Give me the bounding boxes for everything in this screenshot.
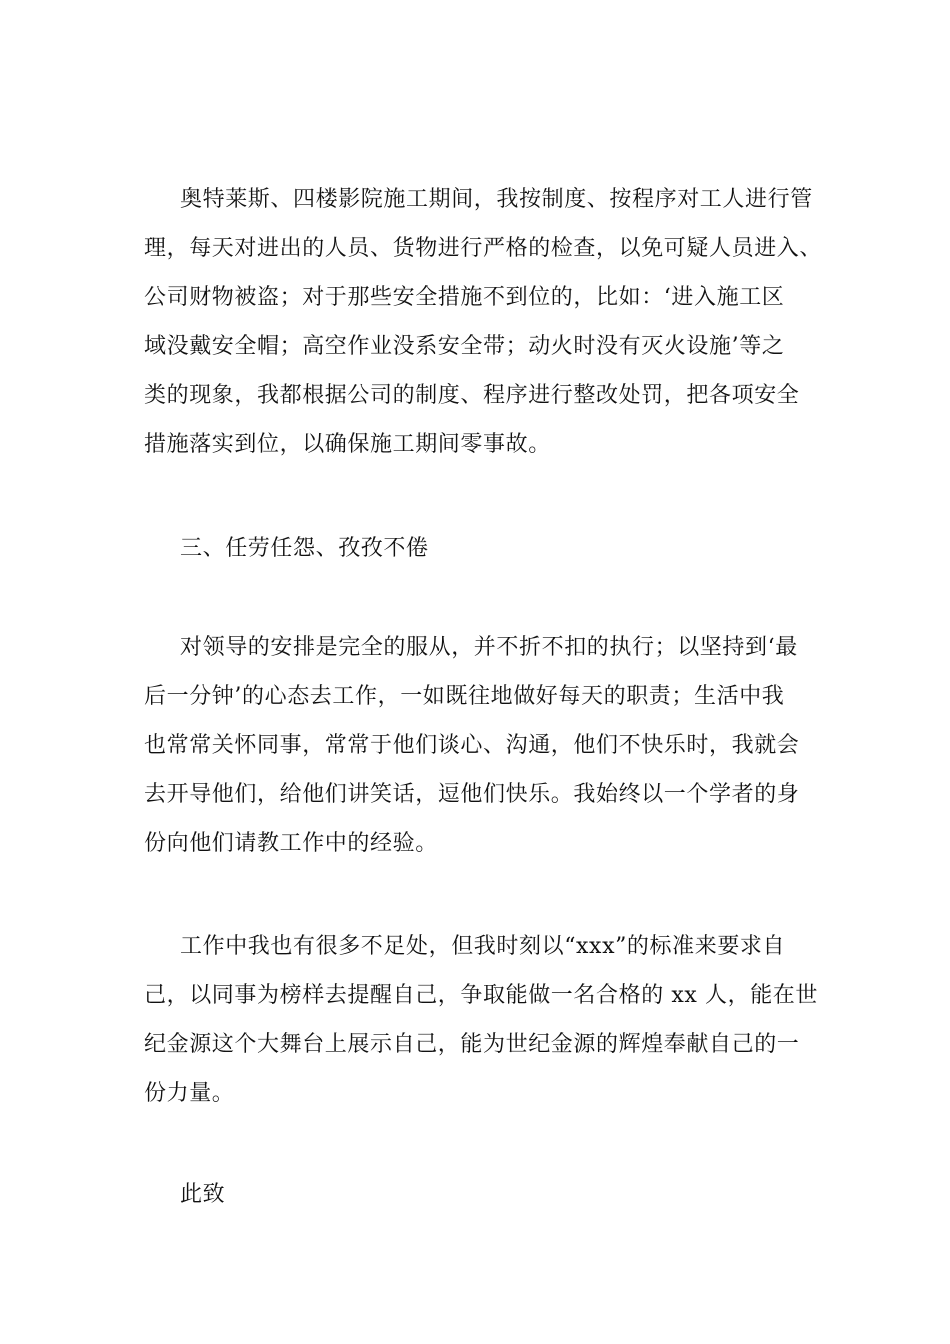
paragraph-line: 工作中我也有很多不足处，但我时刻以“xxx”的标准来要求自	[180, 934, 786, 959]
paragraph-line: 措施落实到位，以确保施工期间零事故。	[144, 432, 551, 457]
paragraph-line: 理，每天对进出的人员、货物进行严格的检查，以免可疑人员进入、	[144, 236, 823, 261]
paragraph-line: 奥特莱斯、四楼影院施工期间，我按制度、按程序对工人进行管	[180, 187, 813, 212]
paragraph-line: 公司财物被盗；对于那些安全措施不到位的，比如：‘进入施工区	[144, 285, 785, 310]
paragraph-line: 份力量。	[144, 1081, 235, 1106]
paragraph-shortcomings	[144, 922, 834, 1118]
paragraph-line: 己，以同事为榜样去提醒自己，争取能做一名合格的 xx 人，能在世	[144, 983, 819, 1008]
paragraph-line: 域没戴安全帽；高空作业没系安全带；动火时没有灭火设施’等之	[144, 334, 785, 359]
closing-salutation	[144, 1170, 834, 1219]
paragraph-line: 纪金源这个大舞台上展示自己，能为世纪金源的辉煌奉献自己的一	[144, 1032, 800, 1057]
paragraph-line: 去开导他们，给他们讲笑话，逗他们快乐。我始终以一个学者的身	[144, 782, 800, 807]
paragraph-line: 后一分钟’的心态去工作，一如既往地做好每天的职责；生活中我	[144, 684, 785, 709]
section-heading-text: 三、任劳任怨、孜孜不倦	[180, 536, 429, 561]
paragraph-line: 份向他们请教工作中的经验。	[144, 831, 438, 856]
paragraph-line: 类的现象，我都根据公司的制度、程序进行整改处罚，把各项安全	[144, 383, 800, 408]
paragraph-leadership-obedience	[144, 623, 834, 868]
closing-salutation-text: 此致	[180, 1182, 226, 1207]
paragraph-line: 也常常关怀同事，常常于他们谈心、沟通，他们不快乐时，我就会	[144, 733, 800, 758]
paragraph-line: 对领导的安排是完全的服从，并不折不扣的执行；以坚持到‘最	[180, 635, 798, 660]
section-heading-three	[144, 524, 834, 573]
paragraph-construction-management	[144, 175, 834, 469]
